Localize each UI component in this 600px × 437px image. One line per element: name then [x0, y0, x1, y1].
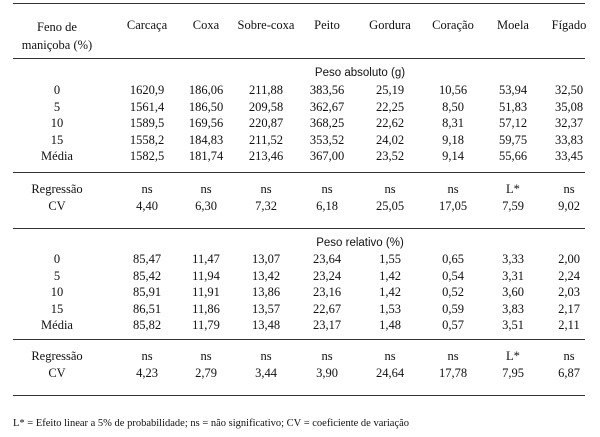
- s1-row4-gordura-cell: 24,02: [375, 133, 405, 147]
- header-coxa: Coxa: [192, 18, 220, 32]
- s2-row4-carcaca-cell: 86,51: [132, 302, 162, 316]
- s2-row4-feno-cell: 15: [50, 302, 64, 316]
- s2-row2-figado-cell: 2,24: [558, 269, 580, 283]
- s1-row2-carcaca-cell: 1561,4: [129, 100, 165, 114]
- s1-row5-carcaca-cell: 1582,5: [129, 149, 165, 163]
- s1-row3-figado-cell: 32,37: [554, 116, 584, 130]
- s2-regressao-coxa-cell: ns: [200, 349, 212, 363]
- s1-cv-gordura-cell: 25,05: [375, 199, 405, 213]
- s1-row5-coxa-cell: 181,74: [188, 149, 224, 163]
- s1-regressao-coracao-cell: ns: [447, 182, 459, 196]
- header-moela: Moela: [497, 18, 529, 32]
- s2-row3-peito-cell: 23,16: [312, 285, 342, 299]
- s2-cv-gordura-cell: 24,64: [375, 366, 405, 380]
- header-rule: [13, 58, 585, 59]
- s2-row2-coracao-cell: 0,54: [442, 269, 464, 283]
- s2-regressao-figado-cell: ns: [563, 349, 575, 363]
- s2-row1-gordura-cell: 1,55: [379, 252, 401, 266]
- s2-row5-gordura-cell: 1,48: [379, 318, 401, 332]
- s1-cv-coxa-cell: 6,30: [195, 199, 217, 213]
- s2-row1-peito-cell: 23,64: [312, 252, 342, 266]
- s2-row3-moela-cell: 3,60: [502, 285, 524, 299]
- table-bottom-rule: [13, 395, 585, 396]
- s2-regressao-peito-cell: ns: [321, 349, 333, 363]
- s1-row1-figado-cell: 32,50: [554, 83, 584, 97]
- s1-row4-sobre-coxa-cell: 211,52: [249, 133, 283, 147]
- header-coracao: Coração: [432, 18, 474, 32]
- s2-regressao-carcaca-cell: ns: [141, 349, 153, 363]
- section-title-peso-relativo: Peso relativo (%): [316, 237, 404, 249]
- section-title-peso-absoluto: Peso absoluto (g): [314, 67, 406, 79]
- s1-row3-gordura-cell: 22,62: [375, 116, 405, 130]
- s2-row4-sobre-coxa-cell: 13,57: [251, 302, 281, 316]
- s1-row5-sobre-coxa-cell: 213,46: [248, 149, 284, 163]
- s1-row5-peito-cell: 367,00: [309, 149, 345, 163]
- s1-row2-feno-cell: 5: [53, 100, 61, 114]
- s1-cv-figado-cell: 9,02: [558, 199, 580, 213]
- s2-row3-feno-cell: 10: [50, 285, 64, 299]
- s1-row4-feno-cell: 15: [50, 133, 64, 147]
- s2-regressao-sobre-coxa-cell: ns: [260, 349, 272, 363]
- s2-row4-figado-cell: 2,17: [558, 302, 580, 316]
- s2-row1-sobre-coxa-cell: 13,07: [251, 252, 281, 266]
- s2-row3-sobre-coxa-cell: 13,86: [251, 285, 281, 299]
- footnote: L* = Efeito linear a 5% de probabilidade; ns = não significativo; CV = coeficiente de variação: [13, 418, 410, 429]
- s2-cv-sobre-coxa-cell: 3,44: [255, 366, 277, 380]
- s2-row5-sobre-coxa-cell: 13,48: [251, 318, 281, 332]
- s1-regressao-moela-cell: L*: [506, 182, 520, 196]
- s1-cv-carcaca-cell: 4,40: [136, 199, 158, 213]
- s2-row5-figado-cell: 2,11: [558, 318, 580, 332]
- s1-cv-feno-cell: CV: [48, 199, 66, 213]
- s2-row2-carcaca-cell: 85,42: [132, 269, 162, 283]
- s2-cv-coracao-cell: 17,78: [438, 366, 468, 380]
- s1-regressao-feno-cell: Regressão: [31, 182, 83, 196]
- s1-row1-coracao-cell: 10,56: [438, 83, 468, 97]
- s1-row5-moela-cell: 55,66: [498, 149, 528, 163]
- s2-row1-carcaca-cell: 85,47: [132, 252, 162, 266]
- s1-row1-feno-cell: 0: [53, 83, 61, 97]
- s1-row3-coracao-cell: 8,31: [442, 116, 464, 130]
- s2-row3-coracao-cell: 0,52: [442, 285, 464, 299]
- s2-regressao-moela-cell: L*: [506, 349, 520, 363]
- s1-row4-moela-cell: 59,75: [498, 133, 528, 147]
- s1-cv-coracao-cell: 17,05: [438, 199, 468, 213]
- s2-regressao-gordura-cell: ns: [384, 349, 396, 363]
- s1-cv-sobre-coxa-cell: 7,32: [255, 199, 277, 213]
- s1-row1-moela-cell: 53,94: [498, 83, 528, 97]
- s1-row5-feno-cell: Média: [41, 149, 73, 163]
- section1-bottom-rule: [13, 228, 585, 229]
- s2-row3-carcaca-cell: 85,91: [132, 285, 162, 299]
- header-carcaca: Carcaça: [126, 18, 168, 32]
- s1-row2-coxa-cell: 186,50: [188, 100, 224, 114]
- s2-cv-peito-cell: 3,90: [316, 366, 338, 380]
- s1-regressao-peito-cell: ns: [321, 182, 333, 196]
- s2-cv-figado-cell: 6,87: [558, 366, 580, 380]
- s1-regressao-coxa-cell: ns: [200, 182, 212, 196]
- s1-cv-moela-cell: 7,59: [502, 199, 524, 213]
- s1-row1-peito-cell: 383,56: [309, 83, 345, 97]
- s2-row1-coracao-cell: 0,65: [442, 252, 464, 266]
- s1-regressao-sobre-coxa-cell: ns: [260, 182, 272, 196]
- section2-divider-rule: [13, 339, 585, 340]
- s1-row2-gordura-cell: 22,25: [375, 100, 405, 114]
- s2-row4-peito-cell: 22,67: [312, 302, 342, 316]
- s2-row5-peito-cell: 23,17: [312, 318, 342, 332]
- s1-cv-peito-cell: 6,18: [316, 199, 338, 213]
- s1-row2-figado-cell: 35,08: [554, 100, 584, 114]
- s1-row4-figado-cell: 33,83: [554, 133, 584, 147]
- s2-row3-coxa-cell: 11,91: [192, 285, 220, 299]
- s1-row1-coxa-cell: 186,06: [188, 83, 224, 97]
- s2-row2-moela-cell: 3,31: [502, 269, 524, 283]
- s2-row1-figado-cell: 2,00: [558, 252, 580, 266]
- header-sobre-coxa: Sobre-coxa: [237, 18, 295, 32]
- s1-row5-coracao-cell: 9,14: [442, 149, 464, 163]
- s2-row1-feno-cell: 0: [53, 252, 61, 266]
- s1-regressao-figado-cell: ns: [563, 182, 575, 196]
- s1-row4-carcaca-cell: 1558,2: [129, 133, 165, 147]
- s1-row4-coxa-cell: 184,83: [188, 133, 224, 147]
- section1-divider-rule: [13, 172, 585, 173]
- s2-cv-carcaca-cell: 4,23: [136, 366, 158, 380]
- s1-row4-peito-cell: 353,52: [309, 133, 345, 147]
- s2-regressao-feno-cell: Regressão: [31, 349, 83, 363]
- s1-row2-peito-cell: 362,67: [309, 100, 345, 114]
- s1-row1-carcaca-cell: 1620,9: [129, 83, 165, 97]
- s1-row5-gordura-cell: 23,52: [375, 149, 405, 163]
- s2-row1-moela-cell: 3,33: [502, 252, 524, 266]
- s1-row4-coracao-cell: 9,18: [442, 133, 464, 147]
- s2-cv-coxa-cell: 2,79: [195, 366, 217, 380]
- s2-row2-gordura-cell: 1,42: [379, 269, 401, 283]
- s2-row3-figado-cell: 2,03: [558, 285, 580, 299]
- s2-row5-carcaca-cell: 85,82: [132, 318, 162, 332]
- s2-cv-feno-cell: CV: [48, 366, 66, 380]
- s2-row2-peito-cell: 23,24: [312, 269, 342, 283]
- s2-row4-coxa-cell: 11,86: [192, 302, 220, 316]
- s1-row3-carcaca-cell: 1589,5: [129, 116, 165, 130]
- s1-row2-moela-cell: 51,83: [498, 100, 528, 114]
- s1-row1-gordura-cell: 25,19: [375, 83, 405, 97]
- header-gordura: Gordura: [369, 18, 411, 32]
- s2-row3-gordura-cell: 1,42: [379, 285, 401, 299]
- s1-row5-figado-cell: 33,45: [554, 149, 584, 163]
- s1-row2-sobre-coxa-cell: 209,58: [248, 100, 284, 114]
- s2-row2-coxa-cell: 11,94: [192, 269, 220, 283]
- s2-row4-moela-cell: 3,83: [502, 302, 524, 316]
- s1-row2-coracao-cell: 8,50: [442, 100, 464, 114]
- s2-row5-coxa-cell: 11,79: [192, 318, 220, 332]
- s1-row1-sobre-coxa-cell: 211,88: [249, 83, 283, 97]
- s1-row3-feno-cell: 10: [50, 116, 64, 130]
- s2-row2-sobre-coxa-cell: 13,42: [251, 269, 281, 283]
- table-top-rule: [13, 3, 585, 4]
- s2-row5-moela-cell: 3,51: [502, 318, 524, 332]
- s1-row3-sobre-coxa-cell: 220,87: [248, 116, 284, 130]
- s2-row1-coxa-cell: 11,47: [192, 252, 220, 266]
- s1-row3-peito-cell: 368,25: [309, 116, 345, 130]
- s2-regressao-coracao-cell: ns: [447, 349, 459, 363]
- s1-regressao-carcaca-cell: ns: [141, 182, 153, 196]
- header-peito: Peito: [314, 18, 340, 32]
- s2-row5-feno-cell: Média: [41, 318, 73, 332]
- s1-regressao-gordura-cell: ns: [384, 182, 396, 196]
- s2-row4-coracao-cell: 0,59: [442, 302, 464, 316]
- s1-row3-moela-cell: 57,12: [498, 116, 528, 130]
- header-feno-manicoba: Feno de maniçoba (%): [21, 20, 93, 52]
- s2-row2-feno-cell: 5: [53, 269, 61, 283]
- s2-row4-gordura-cell: 1,53: [379, 302, 401, 316]
- s1-row3-coxa-cell: 169,56: [188, 116, 224, 130]
- s2-row5-coracao-cell: 0,57: [442, 318, 464, 332]
- s2-cv-moela-cell: 7,95: [502, 366, 524, 380]
- header-figado: Fígado: [551, 18, 587, 32]
